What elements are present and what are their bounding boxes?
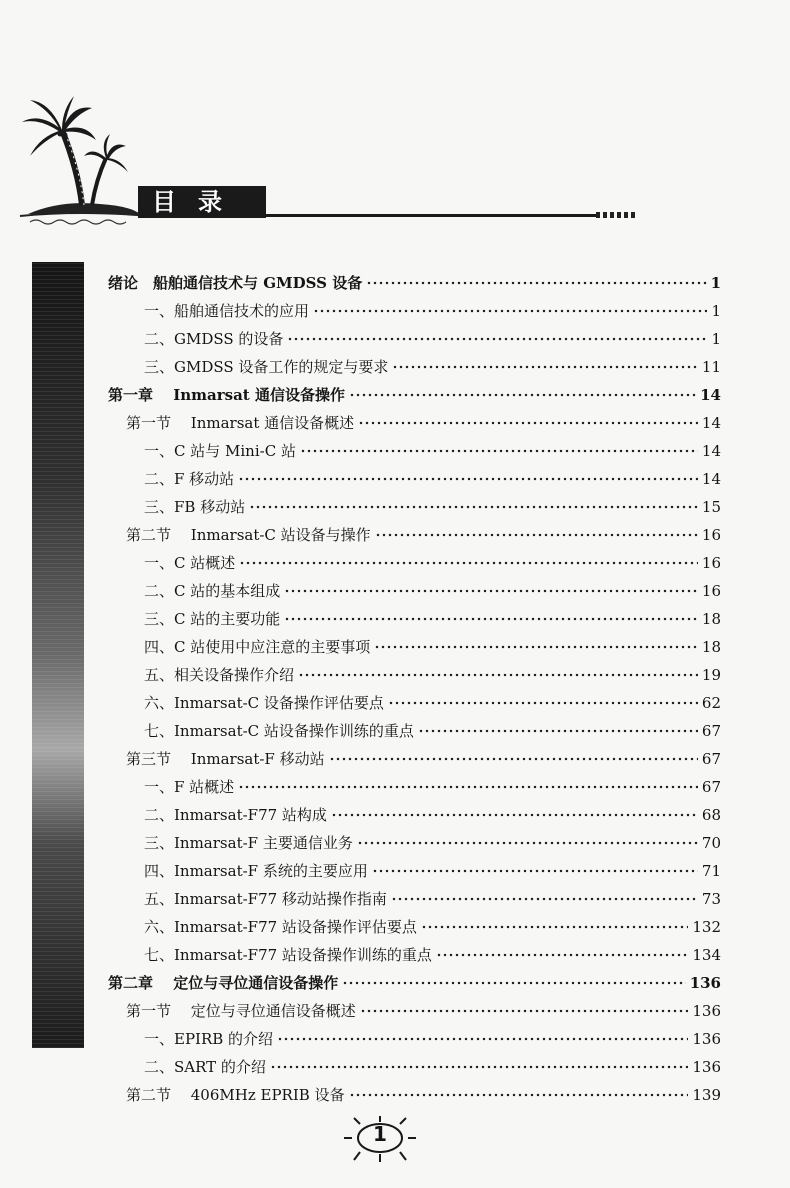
page-number: 1 [373, 1122, 387, 1146]
toc-entry-label: 三、GMDSS 设备工作的规定与要求 [144, 358, 389, 376]
toc-entry-page: 139 [692, 1086, 721, 1104]
toc-entry-page: 136 [692, 1058, 721, 1076]
toc-entry-page: 18 [701, 638, 721, 656]
dot-leader [391, 896, 698, 902]
dot-leader [436, 952, 688, 958]
toc-entry-item [144, 858, 721, 884]
dot-leader [277, 1036, 688, 1042]
toc-entry-page: 136 [692, 1030, 721, 1048]
toc-entry-label: 三、FB 移动站 [144, 498, 246, 516]
dot-leader [329, 756, 698, 762]
toc-entry-label: 一、C 站概述 [144, 554, 236, 572]
toc-entry-label: 第一节 定位与寻位通信设备概述 [126, 1002, 356, 1020]
toc-entry-chapter [108, 970, 721, 996]
dot-leader [331, 812, 698, 818]
header-rule [266, 214, 596, 217]
toc-entry-page: 132 [692, 918, 721, 936]
toc-entry-item [144, 942, 721, 968]
dot-leader [421, 924, 688, 930]
toc-entry-page: 11 [701, 358, 721, 376]
toc-entry-item [144, 774, 721, 800]
toc-entry-item [144, 578, 721, 604]
toc-entry-item [144, 354, 721, 380]
toc-entry-page: 71 [701, 862, 721, 880]
dot-leader [349, 1092, 689, 1098]
toc-entry-item [144, 438, 721, 464]
toc-entry-section [126, 410, 721, 436]
toc-entry-item [144, 326, 721, 352]
dot-leader [249, 504, 698, 510]
toc-entry-page: 16 [701, 526, 721, 544]
dot-leader [239, 560, 698, 566]
dot-leader [372, 868, 698, 874]
toc-entry-label: 二、SART 的介绍 [144, 1058, 266, 1076]
dot-leader [238, 476, 698, 482]
toc-entry-item [144, 718, 721, 744]
toc-entry-label: 五、Inmarsat-F77 移动站操作指南 [144, 890, 387, 908]
toc-entry-label: 第二节 Inmarsat-C 站设备与操作 [126, 526, 371, 544]
dot-leader [313, 308, 707, 314]
toc-entry-chapter [108, 382, 721, 408]
toc-entry-section [126, 998, 721, 1024]
header-ornament [596, 212, 636, 218]
toc-entry-label: 一、船舶通信技术的应用 [144, 302, 310, 320]
toc-entry-page: 14 [701, 442, 721, 460]
toc-entry-page: 136 [692, 1002, 721, 1020]
dot-leader [366, 280, 706, 286]
toc-entry-page: 68 [701, 806, 721, 824]
dot-leader [357, 840, 698, 846]
toc-entry-page: 134 [692, 946, 721, 964]
toc-entry-label: 一、C 站与 Mini-C 站 [144, 442, 296, 460]
toc-entry-page: 18 [701, 610, 721, 628]
toc-entry-item [144, 886, 721, 912]
toc-entry-label: 第二节 406MHz EPRIB 设备 [126, 1086, 345, 1104]
toc-entry-page: 16 [701, 582, 721, 600]
toc-entry-page: 67 [701, 750, 721, 768]
toc-entry-label: 第一章 Inmarsat 通信设备操作 [108, 386, 345, 404]
dot-leader [270, 1064, 688, 1070]
toc-entry-item [144, 802, 721, 828]
toc-entry-label: 六、Inmarsat-C 设备操作评估要点 [144, 694, 384, 712]
dot-leader [418, 728, 698, 734]
toc-entry-label: 二、F 移动站 [144, 470, 235, 488]
toc-entry-page: 14 [701, 470, 721, 488]
footer-page-badge [340, 1112, 420, 1172]
toc-entry-label: 四、C 站使用中应注意的主要事项 [144, 638, 371, 656]
toc-entry-label: 四、Inmarsat-F 系统的主要应用 [144, 862, 368, 880]
toc-entry-label: 七、Inmarsat-F77 站设备操作训练的重点 [144, 946, 432, 964]
dot-leader [375, 532, 698, 538]
toc-entry-page: 15 [701, 498, 721, 516]
toc-entry-page: 62 [701, 694, 721, 712]
toc-entry-label: 二、GMDSS 的设备 [144, 330, 284, 348]
toc-entry-page: 67 [701, 778, 721, 796]
toc-entry-page: 1 [710, 274, 721, 292]
dot-leader [298, 672, 698, 678]
toc-entry-chapter [108, 270, 721, 296]
toc-entry-label: 第一节 Inmarsat 通信设备概述 [126, 414, 355, 432]
toc-entry-page: 1 [711, 330, 721, 348]
toc-entry-label: 五、相关设备操作介绍 [144, 666, 295, 684]
toc-entry-item [144, 466, 721, 492]
toc-entry-item [144, 606, 721, 632]
toc-entry-label: 绪论 船舶通信技术与 GMDSS 设备 [108, 274, 363, 292]
toc-entry-label: 三、C 站的主要功能 [144, 610, 281, 628]
toc-entry-item [144, 914, 721, 940]
toc-entry-section [126, 1082, 721, 1108]
toc-entry-label: 一、F 站概述 [144, 778, 235, 796]
toc-entry-item [144, 1054, 721, 1080]
toc-entry-label: 二、C 站的基本组成 [144, 582, 281, 600]
toc-entry-item [144, 662, 721, 688]
toc-entry-label: 三、Inmarsat-F 主要通信业务 [144, 834, 353, 852]
toc-entry-label: 一、EPIRB 的介绍 [144, 1030, 274, 1048]
dot-leader [392, 364, 697, 370]
dot-leader [360, 1008, 689, 1014]
toc-entry-item [144, 494, 721, 520]
toc-entry-label: 第二章 定位与寻位通信设备操作 [108, 974, 339, 992]
page-header [0, 0, 790, 240]
dot-leader [238, 784, 698, 790]
toc-entry-page: 1 [711, 302, 721, 320]
toc-entry-item [144, 830, 721, 856]
dot-leader [388, 700, 698, 706]
toc-entry-label: 七、Inmarsat-C 站设备操作训练的重点 [144, 722, 414, 740]
dot-leader [300, 448, 698, 454]
side-decoration-bar [32, 262, 84, 1048]
toc-entry-item [144, 550, 721, 576]
toc-entry-label: 六、Inmarsat-F77 站设备操作评估要点 [144, 918, 417, 936]
dot-leader [284, 616, 698, 622]
toc-entry-page: 73 [701, 890, 721, 908]
toc-entry-page: 70 [701, 834, 721, 852]
dot-leader [358, 420, 698, 426]
toc-entry-item [144, 1026, 721, 1052]
toc-entry-item [144, 634, 721, 660]
toc-entry-label: 第三节 Inmarsat-F 移动站 [126, 750, 325, 768]
toc-entry-section [126, 746, 721, 772]
toc-entry-section [126, 522, 721, 548]
toc-entry-page: 136 [689, 974, 721, 992]
dot-leader [284, 588, 698, 594]
toc-entry-item [144, 690, 721, 716]
toc-entry-label: 二、Inmarsat-F77 站构成 [144, 806, 327, 824]
dot-leader [342, 980, 685, 986]
toc-entry-page: 19 [701, 666, 721, 684]
toc-entry-item [144, 298, 721, 324]
dot-leader [374, 644, 698, 650]
toc-entry-page: 16 [701, 554, 721, 572]
toc-entry-page: 67 [701, 722, 721, 740]
dot-leader [287, 336, 707, 342]
toc-entry-page: 14 [700, 386, 721, 404]
page-title: 目录 [138, 186, 266, 218]
toc-entry-page: 14 [701, 414, 721, 432]
dot-leader [349, 392, 696, 398]
